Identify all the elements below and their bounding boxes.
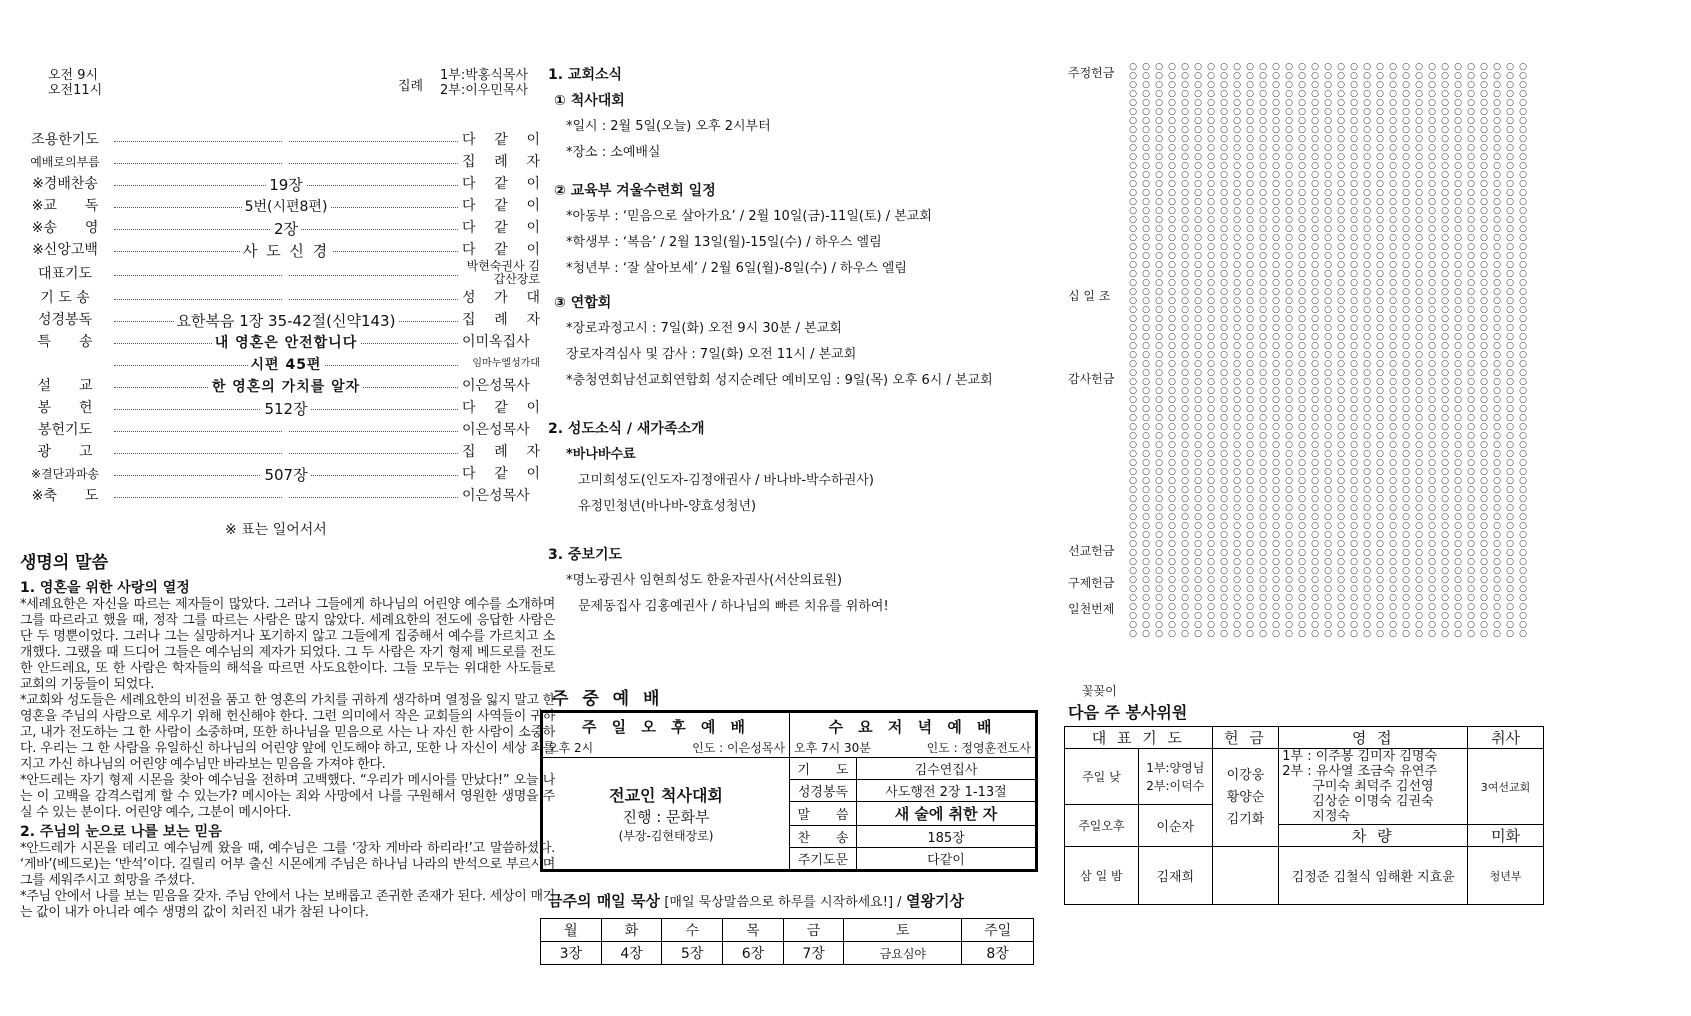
- sunday-afternoon-leader: 인도 : 이은성목사: [692, 741, 785, 755]
- col-head-greeting: 영 접: [1279, 727, 1468, 749]
- offering-volunteer-column: [1068, 62, 1688, 1002]
- offering-name-strip: [1284, 62, 1295, 702]
- cleaning-volunteers: 청년부: [1468, 847, 1544, 905]
- offering-name-strip: [1401, 62, 1412, 702]
- offering-name: 김기화: [1226, 811, 1265, 827]
- wednesday-evening-leader: 인도 : 정영훈전도사: [926, 741, 1031, 755]
- order-row: [20, 374, 540, 396]
- service-time-2: 오전11시: [48, 83, 103, 98]
- day-chapter: 3장: [541, 942, 602, 965]
- offering-category-label: 꽃꽂이: [1082, 684, 1117, 698]
- row-label-sunday-day: 주일 낮: [1065, 749, 1139, 805]
- offering-name-strip: [1232, 62, 1243, 702]
- offering-name-strip-text: ○○○○○○○○○○○○○○○○○○○○○○○○○○○○○○○○○○○○○○○○○○○○○○○○○○○○○○○○○○○○○○○○: [1479, 62, 1489, 638]
- day-chapter: 7장: [783, 942, 844, 965]
- daily-title-main: 금주의 매일 묵상: [548, 892, 660, 910]
- order-row: [20, 396, 540, 418]
- offering-name-strip: [1180, 62, 1191, 702]
- offering-name-strip: [1479, 62, 1490, 702]
- order-row: [20, 194, 540, 216]
- order-content: 내 영혼은 안전합니다: [212, 335, 360, 351]
- offering-name: 황양순: [1226, 789, 1265, 805]
- order-person: 이은성목사: [462, 378, 530, 394]
- order-person: 집 례 자: [462, 312, 540, 328]
- order-label: 봉 헌: [37, 400, 93, 416]
- offering-name-strip: [1128, 62, 1139, 702]
- offering-category-label: 선교헌금: [1068, 544, 1115, 558]
- order-person: 이은성목사: [462, 422, 530, 438]
- day-header: 화: [601, 919, 662, 942]
- event-title: 전교인 척사대회: [609, 786, 723, 805]
- offering-name-strip-text: ○○○○○○○○○○○○○○○○○○○○○○○○○○○○○○○○○○○○○○○○○○○○○○○○○○○○○○○○○○○○○○○○: [1297, 62, 1307, 638]
- greeting-line: 지정숙: [1312, 809, 1350, 824]
- offering-name-strip: [1362, 62, 1373, 702]
- sermon-paragraph: *주님 안에서 나를 보는 믿음을 갖자. 주님 안에서 나는 보배롭고 존귀한 존재가 된다. 세상이 매기는 값이 내가 아니라 예수 생명의 값이 치러진 내가 참된 나이다.: [20, 889, 555, 920]
- wednesday-evening-meta: [790, 738, 1036, 758]
- order-content: [283, 152, 289, 168]
- col-head-meal: 취사: [1468, 727, 1544, 749]
- day-header: 토: [844, 919, 962, 942]
- weekly-services-title: 주 중 예 배: [552, 689, 664, 709]
- order-person: 임마누엘성가대: [472, 357, 540, 369]
- offering-name-strip-text: ○○○○○○○○○○○○○○○○○○○○○○○○○○○○○○○○○○○○○○○○○○○○○○○○○○○○○○○○○○○○○○○○: [1401, 62, 1411, 638]
- sermon-paragraph: *교회와 성도들은 세례요한의 비전을 품고 한 영혼의 가치를 귀하게 생각하며 열정을 잃지 말고 한 영혼을 주님의 사람으로 세우기 위해 헌신해야 한다. 그런 의미에서 작은 교회들의 사역들이 귀하고, 내가 전도하는 그 한 사람이 소중하며, 또한 하나님을 믿음으로 사는 나 자신 한 사람이 소중하다. 우리는 그 한 사람을 유일하신 하나님의 어린양 앞에 인도해야 하고, 또한 나 자신이 세상 죄를 지고 가신 하나님의 어린양 예수님만 바라보는 믿음을 가져야 한다.: [20, 693, 555, 772]
- order-person: 이미옥집사: [462, 334, 530, 350]
- offering-name-strip: [1505, 62, 1516, 702]
- offering-name-strip-text: ○○○○○○○○○○○○○○○○○○○○○○○○○○○○○○○○○○○○○○○○○○○○○○○○○○○○○○○○○○○○○○○○: [1271, 62, 1281, 638]
- news-column: [548, 62, 1048, 1002]
- order-person: 다 같 이: [462, 198, 540, 214]
- order-leader-dots: [114, 198, 458, 215]
- offering-name-strip: [1310, 62, 1321, 702]
- officiant-label: 집례: [398, 79, 424, 94]
- order-row: [20, 238, 540, 260]
- offering-name-strip-text: ○○○○○○○○○○○○○○○○○○○○○○○○○○○○○○○○○○○○○○○○○○○○○○○○○○○○○○○○○○○○○○○○: [1284, 62, 1294, 638]
- order-leader-dots: [114, 356, 458, 373]
- row-label-wednesday-night: 삼 일 밤: [1065, 847, 1139, 905]
- offering-name-strip-text: ○○○○○○○○○○○○○○○○○○○○○○○○○○○○○○○○○○○○○○○○○○○○○○○○○○○○○○○○○○○○○○○○: [1232, 62, 1242, 638]
- offering-name-strip: [1258, 62, 1269, 702]
- daily-meditation-title: [548, 890, 964, 911]
- service-time-1: 오전 9시: [48, 68, 99, 83]
- order-content: 한 영혼의 가치를 알자: [209, 379, 363, 395]
- news-section-1: 1. 교회소식: [548, 67, 623, 83]
- order-label: 성경봉독: [37, 312, 93, 328]
- greeting-line: 1부 : 이주봉 김미자 김명숙: [1282, 749, 1438, 764]
- offering-name-strip: [1271, 62, 1282, 702]
- day-chapter: 6장: [723, 942, 784, 965]
- sunday-prayer-names: [1138, 749, 1212, 805]
- day-header: 주일: [962, 919, 1034, 942]
- wed-row-value: 새 술에 취한 자: [857, 802, 1036, 826]
- offering-name-strip-text: ○○○○○○○○○○○○○○○○○○○○○○○○○○○○○○○○○○○○○○○○○○○○○○○○○○○○○○○○○○○○○○○○: [1219, 62, 1229, 638]
- order-content: [283, 442, 289, 458]
- offering-name-strip-text: ○○○○○○○○○○○○○○○○○○○○○○○○○○○○○○○○○○○○○○○○○○○○○○○○○○○○○○○○○○○○○○○○: [1375, 62, 1385, 638]
- offering-name-strip-text: ○○○○○○○○○○○○○○○○○○○○○○○○○○○○○○○○○○○○○○○○○○○○○○○○○○○○○○○○○○○○○○○○: [1466, 62, 1476, 638]
- order-leader-dots: [114, 241, 458, 260]
- news-line: *일시 : 2월 5일(오늘) 오후 2시부터: [566, 119, 771, 134]
- wed-row-label: 주기도문: [790, 848, 857, 870]
- offering-name-strip-text: ○○○○○○○○○○○○○○○○○○○○○○○○○○○○○○○○○○○○○○○○○○○○○○○○○○○○○○○○○○○○○○○○: [1505, 62, 1515, 638]
- order-label: ※송 영: [31, 220, 99, 236]
- wed-row-label: 말 씀: [790, 802, 857, 826]
- wednesday-evening-time: 오후 7시 30분: [794, 741, 871, 755]
- order-row: [20, 484, 540, 506]
- order-content: 507장: [261, 466, 310, 484]
- order-leader-dots: [114, 141, 458, 142]
- volunteers-title: 다음 주 봉사위원: [1068, 703, 1188, 722]
- row-label-sunday-afternoon: 주일오후: [1065, 805, 1139, 847]
- order-label: 예배로의부름: [30, 154, 100, 169]
- greeting-line: 2부 : 유사열 조금숙 유연주: [1282, 764, 1438, 779]
- order-label: ※교 독: [31, 198, 99, 214]
- offering-name-strip: [1518, 62, 1529, 702]
- offering-name-strip-text: ○○○○○○○○○○○○○○○○○○○○○○○○○○○○○○○○○○○○○○○○○○○○○○○○○○○○○○○○○○○○○○○○: [1167, 62, 1177, 638]
- order-label: 조용한기도: [31, 132, 99, 148]
- meal-volunteers: 3여선교회: [1468, 749, 1544, 825]
- col-head-offering: 헌 금: [1212, 727, 1279, 749]
- wed-row-label: 기 도: [790, 758, 857, 780]
- offering-name-strip: [1349, 62, 1360, 702]
- order-person: 집 례 자: [462, 154, 540, 170]
- offering-category-label: 십 일 조: [1068, 289, 1111, 303]
- offering-empty: [1212, 847, 1279, 905]
- offering-name-strip: [1453, 62, 1464, 702]
- order-label: 설 교: [37, 378, 93, 394]
- order-leader-dots: [114, 465, 458, 484]
- volunteers-table: [1064, 726, 1544, 905]
- news-line: *장소 : 소예배실: [566, 145, 661, 160]
- offering-name-strip-text: ○○○○○○○○○○○○○○○○○○○○○○○○○○○○○○○○○○○○○○○○○○○○○○○○○○○○○○○○○○○○○○○○: [1141, 62, 1151, 638]
- order-label: ※결단과파송: [30, 466, 99, 481]
- wed-row-value: 김수연집사: [857, 758, 1036, 780]
- news-line: *장로과정고시 : 7일(화) 오전 9시 30분 / 본교회: [566, 321, 842, 336]
- offering-name-strip: [1245, 62, 1256, 702]
- sunday-afternoon-event: [543, 758, 790, 870]
- wed-row-label: 성경봉독: [790, 780, 857, 802]
- offering-name-strip: [1414, 62, 1425, 702]
- news-line: 문제동집사 김홍예권사 / 하나님의 빠른 치유를 위하여!: [578, 599, 889, 614]
- wed-row-value: 사도행전 2장 1-13절: [857, 780, 1036, 802]
- offering-name-strip-text: ○○○○○○○○○○○○○○○○○○○○○○○○○○○○○○○○○○○○○○○○○○○○○○○○○○○○○○○○○○○○○○○○: [1310, 62, 1320, 638]
- day-header: 금: [783, 919, 844, 942]
- order-label: ※축 도: [31, 488, 99, 504]
- order-row: [20, 150, 540, 172]
- offering-name-strip-text: ○○○○○○○○○○○○○○○○○○○○○○○○○○○○○○○○○○○○○○○○○○○○○○○○○○○○○○○○○○○○○○○○: [1362, 62, 1372, 638]
- offering-name-strip-text: ○○○○○○○○○○○○○○○○○○○○○○○○○○○○○○○○○○○○○○○○○○○○○○○○○○○○○○○○○○○○○○○○: [1336, 62, 1346, 638]
- daily-title-book: 열왕기상: [906, 892, 964, 910]
- day-chapter: 금요심야: [844, 942, 962, 965]
- day-header: 월: [541, 919, 602, 942]
- offering-name-strip: [1427, 62, 1438, 702]
- col-head-car: 차 량: [1279, 825, 1468, 847]
- greeting-line: 구미숙 최덕주 김선영: [1312, 779, 1434, 794]
- wed-row-value: 185장: [857, 826, 1036, 848]
- order-person: 다 같 이: [462, 220, 540, 236]
- news-line: *학생부 : ‘복음’ / 2월 13일(월)-15일(수) / 하우스 엘림: [566, 235, 882, 250]
- sermon-paragraph: *세례요한은 자신을 따르는 제자들이 많았다. 그러나 그들에게 하나님의 어린양 예수를 소개하며 그를 따르라고 했을 때, 정작 그를 따르는 사람은 많지 않았다. 세례요한의 전도에 응답한 사람은 단 두 명뿐이었다. 그러나 그는 실망하거나 포기하지 않고 그들에게 집중해서 예수를 가르치고 소개했다. 그랬을 때 드디어 그들은 예수님의 제자가 되었다. 그 두 사람은 자기 형제 베드로를 전도한 안드레요, 또 한 사람은 학자들의 해석을 따르면 사도요한이다. 그들 모두는 위대한 사도들로 교회의 기둥들이 되었다.: [20, 597, 555, 692]
- sermon-paragraph: *안드레는 자기 형제 시몬을 찾아 예수님을 전하며 고백했다. “우리가 메시아를 만났다!” 오늘 나는 이 고백을 감격스럽게 할 수 있는가? 메시아는 죄와 사망에서 나를 구원해서 영원한 생명을 주실 수 있는 분이다. 어린양 예수, 그분이 메시아다.: [20, 773, 555, 820]
- order-leader-dots: [114, 453, 458, 454]
- order-content: 요한복음 1장 35-42절(신약143): [174, 312, 399, 330]
- order-label: 광 고: [37, 444, 93, 460]
- weekly-services-box: [540, 710, 1038, 872]
- prayer-name: 1부:양영님: [1146, 760, 1205, 775]
- order-person: 집 례 자: [462, 444, 540, 460]
- offering-name-strip-text: ○○○○○○○○○○○○○○○○○○○○○○○○○○○○○○○○○○○○○○○○○○○○○○○○○○○○○○○○○○○○○○○○: [1245, 62, 1255, 638]
- sunday-afternoon-meta: [543, 738, 790, 758]
- offering-name-strip-text: ○○○○○○○○○○○○○○○○○○○○○○○○○○○○○○○○○○○○○○○○○○○○○○○○○○○○○○○○○○○○○○○○: [1193, 62, 1203, 638]
- order-leader-dots: [114, 431, 458, 432]
- offering-name-strip-text: ○○○○○○○○○○○○○○○○○○○○○○○○○○○○○○○○○○○○○○○○○○○○○○○○○○○○○○○○○○○○○○○○: [1206, 62, 1216, 638]
- worship-order-column: [20, 60, 555, 1000]
- order-content: [283, 486, 289, 502]
- offering-name-strip-text: ○○○○○○○○○○○○○○○○○○○○○○○○○○○○○○○○○○○○○○○○○○○○○○○○○○○○○○○○○○○○○○○○: [1128, 62, 1138, 638]
- offering-name-strip: [1167, 62, 1178, 702]
- officiant-names: [440, 68, 528, 98]
- greeting-line: 김상순 이명숙 김권숙: [1312, 794, 1434, 809]
- news-section-2: 2. 성도소식 / 새가족소개: [548, 421, 705, 437]
- order-content: [283, 264, 289, 280]
- order-leader-dots: [114, 497, 458, 498]
- offering-name-strip: [1206, 62, 1217, 702]
- sunday-afternoon-heading: 주 일 오 후 예 배: [543, 713, 790, 739]
- daily-meditation-table: [540, 918, 1034, 965]
- order-label: 기 도 송: [40, 290, 90, 306]
- day-header: 목: [723, 919, 784, 942]
- offering-name-strip-text: ○○○○○○○○○○○○○○○○○○○○○○○○○○○○○○○○○○○○○○○○○○○○○○○○○○○○○○○○○○○○○○○○: [1154, 62, 1164, 638]
- offering-name-strip-text: ○○○○○○○○○○○○○○○○○○○○○○○○○○○○○○○○○○○○○○○○○○○○○○○○○○○○○○○○○○○○○○○○: [1323, 62, 1333, 638]
- order-label: ※경배찬송: [32, 176, 98, 192]
- offering-volunteers: [1212, 749, 1279, 847]
- standing-note: ※ 표는 일어서서: [225, 522, 327, 538]
- order-leader-dots: [114, 399, 458, 418]
- order-row: [20, 172, 540, 194]
- offering-name-strip: [1375, 62, 1386, 702]
- order-content: 512장: [261, 400, 310, 418]
- order-leader-dots: [114, 334, 458, 351]
- offering-name-strip-text: ○○○○○○○○○○○○○○○○○○○○○○○○○○○○○○○○○○○○○○○○○○○○○○○○○○○○○○○○○○○○○○○○: [1427, 62, 1437, 638]
- news-section-3: 3. 중보기도: [548, 547, 623, 563]
- offering-name-strip: [1492, 62, 1503, 702]
- order-person: 박현숙권사 김갑산장로: [466, 259, 540, 286]
- offering-name-strip-text: ○○○○○○○○○○○○○○○○○○○○○○○○○○○○○○○○○○○○○○○○○○○○○○○○○○○○○○○○○○○○○○○○: [1518, 62, 1528, 638]
- news-item-title: ③ 연합회: [554, 295, 612, 311]
- order-person: 다 같 이: [462, 466, 540, 482]
- news-line: *아동부 : ‘믿음으로 살아가요’ / 2월 10일(금)-11일(토) / 본교회: [566, 209, 932, 224]
- order-content: 5번(시편8편): [242, 199, 331, 215]
- offering-name-strip: [1193, 62, 1204, 702]
- order-leader-dots: [114, 175, 458, 194]
- officiant-2: 2부:이우민목사: [440, 83, 528, 98]
- order-row: [20, 216, 540, 238]
- day-chapter: 5장: [662, 942, 723, 965]
- event-host: 진행 : 문화부: [622, 808, 710, 826]
- offering-name-strip: [1323, 62, 1334, 702]
- order-row: [20, 330, 540, 352]
- offering-name: 이강웅: [1226, 767, 1265, 783]
- offering-category-label: 주정헌금: [1068, 66, 1115, 80]
- order-person: 성 가 대: [462, 290, 540, 306]
- offering-name-strip: [1388, 62, 1399, 702]
- day-chapter: 8장: [962, 942, 1034, 965]
- order-label: 봉헌기도: [37, 422, 93, 438]
- order-row: [20, 352, 540, 374]
- order-content: 사 도 신 경: [240, 242, 332, 260]
- offering-name-strip-text: ○○○○○○○○○○○○○○○○○○○○○○○○○○○○○○○○○○○○○○○○○○○○○○○○○○○○○○○○○○○○○○○○: [1180, 62, 1190, 638]
- news-item-title: *바나바수료: [566, 447, 636, 462]
- prayer-name: 2부:이덕수: [1146, 778, 1205, 793]
- offering-category-label: 일천번제: [1068, 602, 1115, 616]
- order-row: [20, 286, 540, 308]
- sermon-heading-1: 1. 영혼을 위한 사랑의 열정: [20, 580, 190, 596]
- offering-name-strip: [1219, 62, 1230, 702]
- offering-category-label: 구제헌금: [1068, 576, 1115, 590]
- offering-name-strip-text: ○○○○○○○○○○○○○○○○○○○○○○○○○○○○○○○○○○○○○○○○○○○○○○○○○○○○○○○○○○○○○○○○: [1349, 62, 1359, 638]
- sunday-afternoon-time: 오후 2시: [547, 741, 594, 755]
- order-leader-dots: [114, 219, 458, 238]
- greeting-volunteers: [1279, 749, 1468, 825]
- news-line: *명노광권사 임현희성도 한윤자권사(서산의료원): [566, 573, 843, 588]
- order-leader-dots: [114, 378, 458, 395]
- order-row: [20, 128, 540, 150]
- order-row: [20, 440, 540, 462]
- wed-row-label: 찬 송: [790, 826, 857, 848]
- order-content: [283, 130, 289, 146]
- offering-name-strip: [1466, 62, 1477, 702]
- offering-name-strip-text: ○○○○○○○○○○○○○○○○○○○○○○○○○○○○○○○○○○○○○○○○○○○○○○○○○○○○○○○○○○○○○○○○: [1440, 62, 1450, 638]
- offering-name-strip: [1440, 62, 1451, 702]
- order-label: 대표기도: [37, 266, 93, 282]
- news-item-title: ② 교육부 겨울수련회 일정: [554, 183, 716, 199]
- car-volunteers: 김정준 김철식 임해환 지효윤: [1279, 847, 1468, 905]
- order-person: 다 같 이: [462, 176, 540, 192]
- order-content: 시편 45편: [248, 357, 325, 373]
- col-head-cleaning: 미화: [1468, 825, 1544, 847]
- order-content: [283, 288, 289, 304]
- day-chapter: 4장: [601, 942, 662, 965]
- order-row: [20, 260, 540, 286]
- offering-name-strip-text: ○○○○○○○○○○○○○○○○○○○○○○○○○○○○○○○○○○○○○○○○○○○○○○○○○○○○○○○○○○○○○○○○: [1453, 62, 1463, 638]
- offering-name-strip: [1297, 62, 1308, 702]
- offering-name-strip-text: ○○○○○○○○○○○○○○○○○○○○○○○○○○○○○○○○○○○○○○○○○○○○○○○○○○○○○○○○○○○○○○○○: [1414, 62, 1424, 638]
- order-leader-dots: [114, 275, 458, 276]
- news-line: 고미희성도(인도자-김정애권사 / 바나바-박수하권사): [578, 473, 874, 488]
- order-row: [20, 308, 540, 330]
- order-content: 2장: [271, 220, 301, 238]
- order-leader-dots: [114, 163, 458, 164]
- news-line: 유정민청년(바나바-양효성청년): [578, 499, 757, 514]
- sermon-heading-2: 2. 주님의 눈으로 나를 보는 믿음: [20, 824, 222, 840]
- news-line: 장로자격심사 및 감사 : 7일(화) 오전 11시 / 본교회: [566, 347, 857, 362]
- order-label: ※신앙고백: [32, 242, 98, 258]
- worship-order-list: [20, 128, 540, 506]
- order-person: 다 같 이: [462, 400, 540, 416]
- offering-name-strip-text: ○○○○○○○○○○○○○○○○○○○○○○○○○○○○○○○○○○○○○○○○○○○○○○○○○○○○○○○○○○○○○○○○: [1388, 62, 1398, 638]
- news-line: *청년부 : ‘잘 살아보세’ / 2월 6일(월)-8일(수) / 하우스 엘림: [566, 261, 907, 276]
- news-line: *충청연회남선교회연합회 성지순례단 예비모임 : 9일(목) 오후 6시 / 본교회: [566, 373, 993, 388]
- wednesday-prayer: 김재희: [1138, 847, 1212, 905]
- offering-name-strip: [1141, 62, 1152, 702]
- event-host-detail: (부장-김현태장로): [618, 829, 714, 843]
- news-item-title: ① 척사대회: [554, 93, 625, 109]
- sermon-title: 생명의 말씀: [20, 553, 109, 573]
- offering-name-strip-text: ○○○○○○○○○○○○○○○○○○○○○○○○○○○○○○○○○○○○○○○○○○○○○○○○○○○○○○○○○○○○○○○○: [1492, 62, 1502, 638]
- order-content: 19장: [266, 176, 306, 194]
- sermon-paragraph: *안드레가 시몬을 데리고 예수님께 왔을 때, 예수님은 그를 ‘장차 게바라 하리라!’고 말씀하셨다. ‘게바’(베드로)는 ‘반석’이다. 길릴리 어부 출신 시몬에게 주님은 하나님 나라의 반석으로 부르시며 그를 세워주시고 희망을 주셨다.: [20, 841, 555, 888]
- order-label: 특 송: [37, 334, 93, 350]
- order-row: [20, 462, 540, 484]
- sunday-afternoon-prayer: 이순자: [1138, 805, 1212, 847]
- order-leader-dots: [114, 311, 458, 330]
- offering-name-strip: [1336, 62, 1347, 702]
- order-person: 다 같 이: [462, 132, 540, 148]
- offering-name-strip: [1154, 62, 1165, 702]
- sermon-summary: [20, 548, 555, 921]
- order-content: [283, 420, 289, 436]
- offering-category-label: 감사헌금: [1068, 372, 1115, 386]
- order-person: 이은성목사: [462, 488, 530, 504]
- col-head-prayer: 대 표 기 도: [1065, 727, 1213, 749]
- order-person: 다 같 이: [462, 242, 540, 258]
- officiant-1: 1부:박홍식목사: [440, 68, 528, 83]
- order-row: [20, 418, 540, 440]
- day-header: 수: [662, 919, 723, 942]
- service-times: [48, 68, 102, 98]
- daily-title-note: [매일 묵상말씀으로 하루를 시작하세요!] /: [664, 895, 902, 910]
- offering-name-strip-text: ○○○○○○○○○○○○○○○○○○○○○○○○○○○○○○○○○○○○○○○○○○○○○○○○○○○○○○○○○○○○○○○○: [1258, 62, 1268, 638]
- wednesday-evening-heading: 수 요 저 녁 예 배: [790, 713, 1036, 739]
- wed-row-value: 다같이: [857, 848, 1036, 870]
- order-leader-dots: [114, 299, 458, 300]
